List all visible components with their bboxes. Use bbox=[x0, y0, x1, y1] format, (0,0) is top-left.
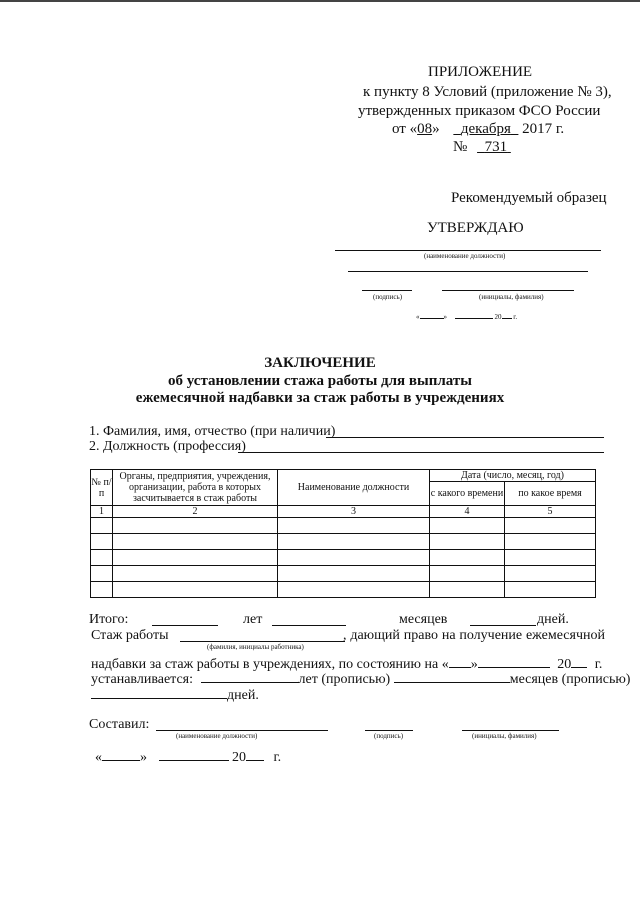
total-days-label: дней. bbox=[537, 612, 569, 627]
header-date-to: по какое время bbox=[505, 482, 596, 506]
field-fio-label: 1. Фамилия, имя, отчество (при наличии) bbox=[89, 424, 336, 439]
total-months-line[interactable] bbox=[272, 625, 346, 626]
header-num: № п/п bbox=[91, 470, 113, 506]
summary-line4-days: дней. bbox=[227, 688, 259, 703]
appendix-title: ПРИЛОЖЕНИЕ bbox=[428, 64, 533, 80]
summary-line2-text: надбавки за стаж работы в учреждениях, по состоянию на « bbox=[91, 657, 449, 672]
appendix-number-prefix: № bbox=[453, 139, 468, 155]
total-label: Итого: bbox=[89, 612, 129, 627]
summary-line2-close: » bbox=[470, 657, 478, 672]
summary-line3-start: устанавливается: bbox=[91, 672, 194, 687]
col-index-3: 3 bbox=[278, 506, 430, 518]
field-position-line[interactable] bbox=[238, 452, 604, 453]
stazh-worker-line[interactable] bbox=[180, 641, 345, 642]
compiled-date-close: » bbox=[140, 750, 147, 765]
stazh-worker-caption: (фамилия, инициалы работника) bbox=[207, 643, 304, 651]
recommended-sample: Рекомендуемый образец bbox=[451, 190, 607, 206]
total-days-line[interactable] bbox=[470, 625, 536, 626]
stazh-right-text bbox=[343, 628, 605, 644]
summary-line3-months: месяцев (прописью) bbox=[509, 672, 631, 687]
table-row[interactable] bbox=[91, 582, 596, 598]
appendix-date-day: 08 bbox=[417, 121, 433, 137]
stazh-label: Стаж работы bbox=[91, 628, 169, 643]
compiled-initials-caption: (инициалы, фамилия) bbox=[472, 732, 537, 740]
doc-subtitle-1: об установлении стажа работы для выплаты bbox=[168, 373, 472, 389]
appendix-date-prefix: от « bbox=[392, 121, 418, 137]
summary-line2 bbox=[91, 657, 602, 673]
summary-line2-g: г. bbox=[594, 657, 603, 672]
doc-title: ЗАКЛЮЧЕНИЕ bbox=[264, 355, 376, 371]
appendix-line1: к пункту 8 Условий (приложение № 3), bbox=[363, 84, 612, 100]
approve-initials-line bbox=[442, 290, 574, 291]
total-years-line[interactable] bbox=[152, 625, 218, 626]
approve-date-close: » bbox=[443, 313, 447, 321]
header-position: Наименование должности bbox=[278, 470, 430, 506]
approve-date bbox=[416, 313, 517, 321]
approve-date-open: « bbox=[416, 313, 420, 321]
field-fio-line[interactable] bbox=[326, 437, 604, 438]
summary-line3-years: лет (прописью) bbox=[298, 672, 391, 687]
experience-table bbox=[90, 469, 596, 598]
compiled-label: Составил: bbox=[89, 717, 150, 732]
table-row[interactable] bbox=[91, 566, 596, 582]
table-row[interactable] bbox=[91, 534, 596, 550]
appendix-line2: утвержденных приказом ФСО России bbox=[358, 103, 601, 119]
appendix-number bbox=[453, 139, 511, 156]
col-index-4: 4 bbox=[430, 506, 505, 518]
approve-initials-caption: (инициалы, фамилия) bbox=[479, 293, 544, 301]
table-row[interactable] bbox=[91, 518, 596, 534]
compiled-position-line[interactable] bbox=[156, 730, 328, 731]
col-index-5: 5 bbox=[505, 506, 596, 518]
appendix-date-month: декабря bbox=[460, 121, 511, 137]
compiled-date bbox=[95, 750, 281, 766]
field-position-label: 2. Должность (профессия) bbox=[89, 439, 246, 454]
approve-position-caption: (наименование должности) bbox=[424, 252, 506, 260]
summary-line3 bbox=[91, 672, 630, 688]
compiled-year-prefix: 20 bbox=[232, 750, 246, 765]
col-index-2: 2 bbox=[113, 506, 278, 518]
approve-signature-caption: (подпись) bbox=[373, 293, 403, 301]
appendix-date bbox=[392, 121, 564, 138]
col-index-1: 1 bbox=[91, 506, 113, 518]
approve-signature-line bbox=[362, 290, 412, 291]
stazh-right-text-inner: , дающий право на получение ежемесячной bbox=[343, 628, 605, 643]
appendix-date-year: 2017 г. bbox=[522, 121, 565, 137]
compiled-year-suffix: г. bbox=[273, 750, 282, 765]
total-months-label: месяцев bbox=[399, 612, 448, 627]
header-date-from: с какого времени bbox=[430, 482, 505, 506]
total-years-label: лет bbox=[243, 612, 263, 627]
scan-top-border bbox=[0, 0, 640, 2]
compiled-signature-line[interactable] bbox=[365, 730, 413, 731]
summary-line4 bbox=[91, 688, 259, 704]
compiled-date-open: « bbox=[95, 750, 102, 765]
approve-year-suffix: г. bbox=[513, 313, 518, 321]
doc-subtitle-2: ежемесячной надбавки за стаж работы в учреждениях bbox=[135, 390, 505, 406]
compiled-initials-line[interactable] bbox=[462, 730, 559, 731]
compiled-position-caption: (наименование должности) bbox=[176, 732, 258, 740]
approve-position-line2 bbox=[348, 271, 588, 272]
summary-line2-year: 20 bbox=[557, 657, 572, 672]
header-organization: Органы, предприятия, учреждения, организации, работа в которых засчитывается в стаж работы bbox=[113, 470, 278, 506]
compiled-signature-caption: (подпись) bbox=[374, 732, 404, 740]
table-row[interactable] bbox=[91, 550, 596, 566]
approve-position-line bbox=[335, 250, 601, 251]
appendix-date-close: » bbox=[432, 121, 440, 137]
header-date: Дата (число, месяц, год) bbox=[430, 470, 596, 482]
appendix-number-value: 731 bbox=[484, 139, 508, 155]
approve-year-prefix: 20 bbox=[494, 313, 502, 321]
approve-title: УТВЕРЖДАЮ bbox=[427, 220, 524, 236]
